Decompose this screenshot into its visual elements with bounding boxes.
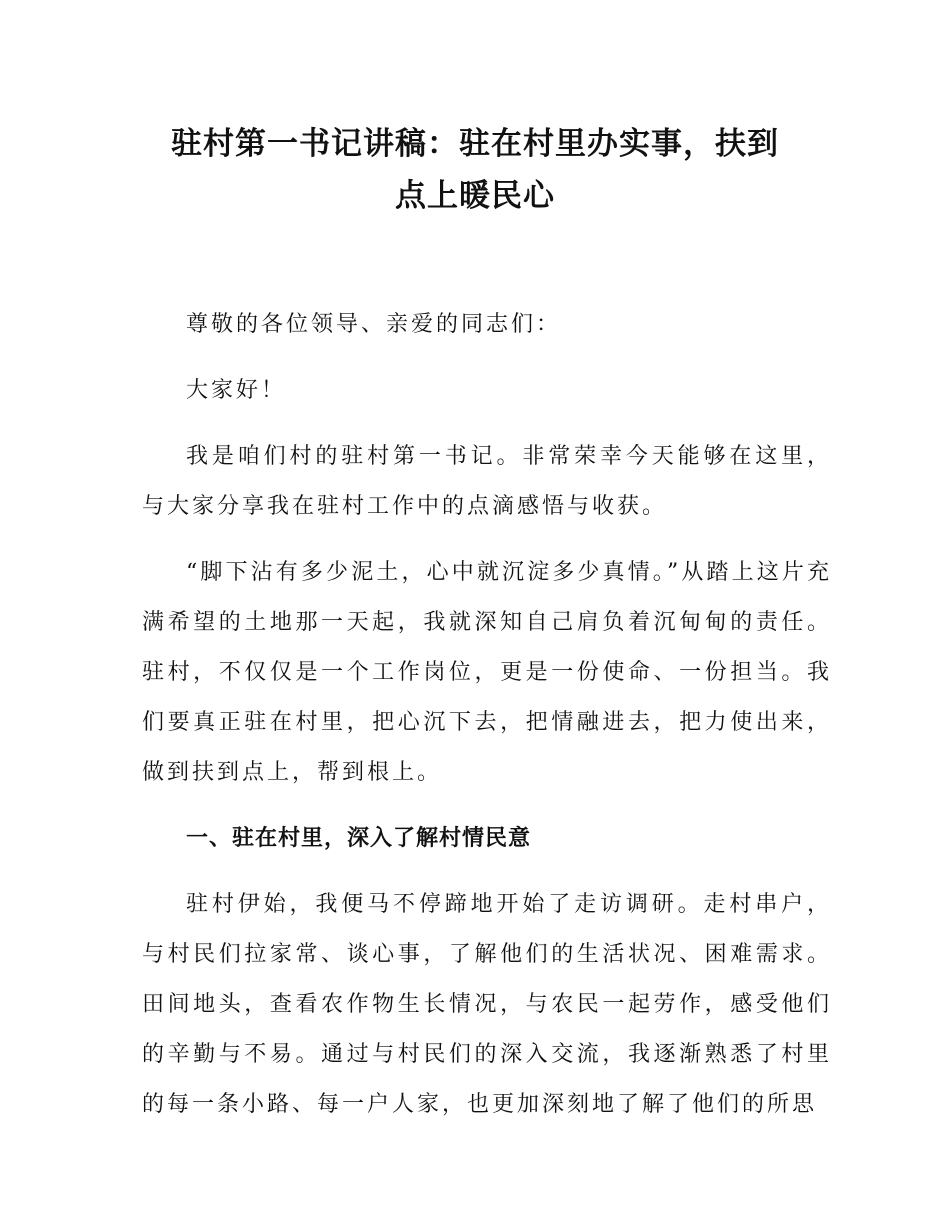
greeting: 大家好！ <box>186 378 287 403</box>
document-title <box>120 118 830 222</box>
body-paragraph: “脚下沾有多少泥土，心中就沉淀多少真情。”从踏上这片充满希望的土地那一天起，我就深知自己肩负着沉甸甸的责任。驻村，不仅仅是一个工作岗位，更是一份使命、一份担当。我们要真正驻在村里，把心沉下去，把情融进去，把力使出来，做到扶到点上，帮到根上。 <box>142 560 832 785</box>
document-body <box>142 300 832 1146</box>
section-heading: 一、驻在村里，深入了解村情民意 <box>186 826 532 851</box>
title-line-2: 点上暖民心 <box>395 178 555 214</box>
body-paragraph: 驻村伊始，我便马不停蹄地开始了走访调研。走村串户，与村民们拉家常、谈心事，了解他们的生活状况、困难需求。田间地头，查看农作物生长情况，与农民一起劳作，感受他们的辛勤与不易。通过与村民们的深入交流，我逐渐熟悉了村里的每一条小路、每一户人家，也更加深刻地了解了他们的所思 <box>142 892 832 1117</box>
title-line-1: 驻村第一书记讲稿：驻在村里办实事，扶到 <box>171 126 779 162</box>
body-paragraph: 我是咱们村的驻村第一书记。非常荣幸今天能够在这里，与大家分享我在驻村工作中的点滴感悟与收获。 <box>142 444 832 519</box>
salutation: 尊敬的各位领导、亲爱的同志们： <box>186 312 562 337</box>
